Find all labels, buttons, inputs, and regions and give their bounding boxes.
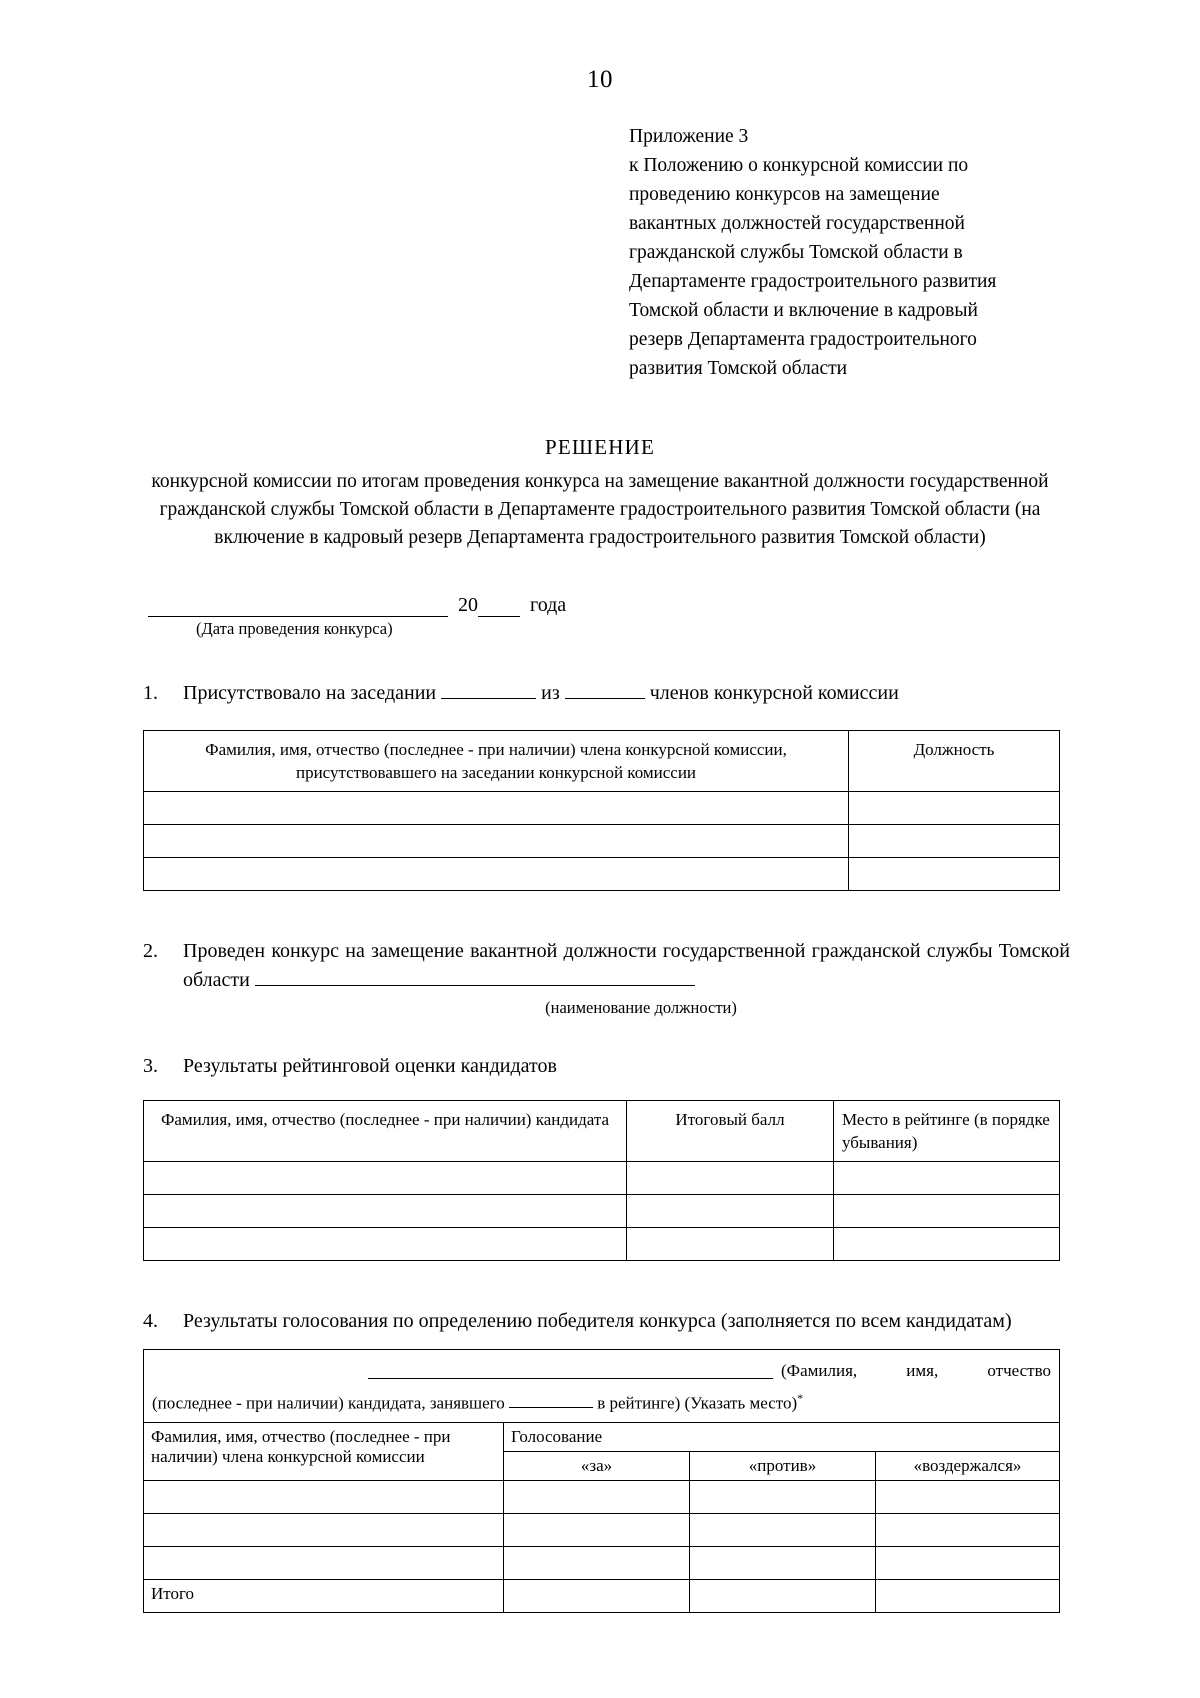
cell-vote-abstain[interactable] [876,1514,1060,1547]
cell-total-against[interactable] [690,1580,876,1613]
table-rating-results [143,1100,1060,1261]
item-2-caption: (наименование должности) [545,998,737,1017]
cell-candidate-name[interactable] [144,1195,627,1228]
col-header-total-score: Итоговый балл [627,1101,834,1162]
item-4 [0,1307,1200,1336]
col-header-vote-for: «за» [504,1452,690,1481]
voting-note-line-1 [152,1356,1051,1383]
cell-vote-against[interactable] [690,1481,876,1514]
cell-total-score[interactable] [627,1195,834,1228]
appendix-line: Приложение 3 [629,126,749,147]
appendix-line: гражданской службы Томской области в [629,242,963,263]
item-1-text-after: членов конкурсной комиссии [649,682,899,704]
cell-voting-member[interactable] [144,1481,504,1514]
appendix-line: резерв Департамента градостроительного [629,329,977,350]
table-row-header [144,1101,1060,1162]
cell-vote-for[interactable] [504,1481,690,1514]
item-4-body: Результаты голосования по определению победителя конкурса (заполняется по всем кандидатам) [183,1310,1012,1332]
table-row[interactable] [144,1547,1060,1580]
cell-candidate-name[interactable] [144,1228,627,1261]
item-3-number: 3. [143,1055,158,1077]
table-commission-members [143,730,1060,891]
date-year-prefix: 20 [458,594,478,616]
item-4-number: 4. [143,1310,158,1332]
cell-vote-for[interactable] [504,1514,690,1547]
voting-note-text-before: (последнее - при наличии) кандидата, занявшего [152,1393,505,1413]
date-line [148,594,1200,617]
item-1-body [183,679,1200,708]
date-year-blank-field[interactable] [478,602,520,617]
date-year-suffix: года [530,594,567,616]
attendees-present-blank[interactable] [441,683,536,699]
col-header-vote-abstain: «воздержался» [876,1452,1060,1481]
item-2 [0,937,1200,995]
cell-total-label: Итого [144,1580,504,1613]
table-row[interactable] [144,858,1060,891]
table-row[interactable] [144,1514,1060,1547]
table-row[interactable] [144,1228,1060,1261]
item-1-text-before: Присутствовало на заседании [183,682,437,704]
cell-total-score[interactable] [627,1162,834,1195]
item-1 [0,679,1200,708]
page-number: 10 [587,66,613,93]
appendix-line: Томской области и включение в кадровый [629,300,978,321]
col-header-member-name: Фамилия, имя, отчество (последнее - при наличии) члена конкурсной комиссии, присутствовавшего на заседании конкурсной комиссии [144,731,849,792]
voting-total-row[interactable] [144,1580,1060,1613]
cell-vote-abstain[interactable] [876,1481,1060,1514]
col-header-position: Должность [849,731,1060,792]
cell-total-abstain[interactable] [876,1580,1060,1613]
table-row[interactable] [144,1162,1060,1195]
rank-place-blank[interactable] [509,1393,593,1408]
attendees-total-blank[interactable] [565,683,645,699]
table-row[interactable] [144,1481,1060,1514]
date-caption: (Дата проведения конкурса) [196,619,393,638]
voting-candidate-note-row [144,1350,1060,1423]
appendix-reference-block [629,122,1049,383]
winner-name-blank[interactable] [368,1362,773,1379]
cell-vote-abstain[interactable] [876,1547,1060,1580]
col-header-voting-member: Фамилия, имя, отчество (последнее - при наличии) члена конкурсной комиссии [144,1423,504,1481]
cell-position[interactable] [849,825,1060,858]
position-name-blank[interactable] [255,970,695,986]
col-header-voting: Голосование [504,1423,1060,1452]
col-header-vote-against: «против» [690,1452,876,1481]
cell-voting-member[interactable] [144,1547,504,1580]
item-2-body [183,937,1200,995]
item-1-number: 1. [143,682,158,704]
appendix-line: вакантных должностей государственной [629,213,965,234]
appendix-line: Департаменте градостроительного развития [629,271,997,292]
footnote-star: * [797,1390,804,1405]
table-voting-results [143,1349,1060,1613]
col-header-rank-place: Место в рейтинге (в порядке убывания) [834,1101,1060,1162]
document-title: РЕШЕНИЕ [544,435,656,459]
table-row[interactable] [144,1195,1060,1228]
cell-vote-against[interactable] [690,1514,876,1547]
item-2-number: 2. [143,940,158,962]
appendix-line: проведению конкурсов на замещение [629,184,940,205]
table-row[interactable] [144,825,1060,858]
cell-rank-place[interactable] [834,1162,1060,1195]
voting-note-line-2 [152,1386,1051,1416]
cell-member-name[interactable] [144,858,849,891]
item-3 [0,1052,1200,1081]
cell-voting-member[interactable] [144,1514,504,1547]
appendix-line: развития Томской области [629,358,848,379]
cell-vote-for[interactable] [504,1547,690,1580]
voting-header-row [144,1423,1060,1452]
voting-note-text-after: в рейтинге) (Указать место) [597,1393,798,1413]
cell-candidate-name[interactable] [144,1162,627,1195]
table-row-header [144,731,1060,792]
col-header-candidate-name: Фамилия, имя, отчество (последнее - при наличии) кандидата [144,1101,627,1162]
item-1-text-middle: из [541,682,560,704]
cell-position[interactable] [849,792,1060,825]
cell-position[interactable] [849,858,1060,891]
cell-rank-place[interactable] [834,1195,1060,1228]
cell-vote-against[interactable] [690,1547,876,1580]
cell-member-name[interactable] [144,825,849,858]
cell-total-score[interactable] [627,1228,834,1261]
item-2-text: Проведен конкурс на замещение вакантной должности государственной гражданской службы Томской области [183,940,1070,991]
voting-note-right-words: (Фамилия, имя, отчество [781,1360,1051,1380]
cell-total-for[interactable] [504,1580,690,1613]
cell-rank-place[interactable] [834,1228,1060,1261]
item-3-body: Результаты рейтинговой оценки кандидатов [183,1055,557,1077]
date-blank-field[interactable] [148,596,448,617]
cell-member-name[interactable] [144,792,849,825]
voting-candidate-note[interactable] [144,1350,1060,1423]
table-row[interactable] [144,792,1060,825]
document-subtitle: конкурсной комиссии по итогам проведения конкурса на замещение вакантной должности государственной гражданской службы Томской области в Департаменте градостроительного развития Томской области (на включение в кадровый резерв Департамента градостроительного развития Томской области) [151,471,1049,548]
appendix-line: к Положению о конкурсной комиссии по [629,155,969,176]
